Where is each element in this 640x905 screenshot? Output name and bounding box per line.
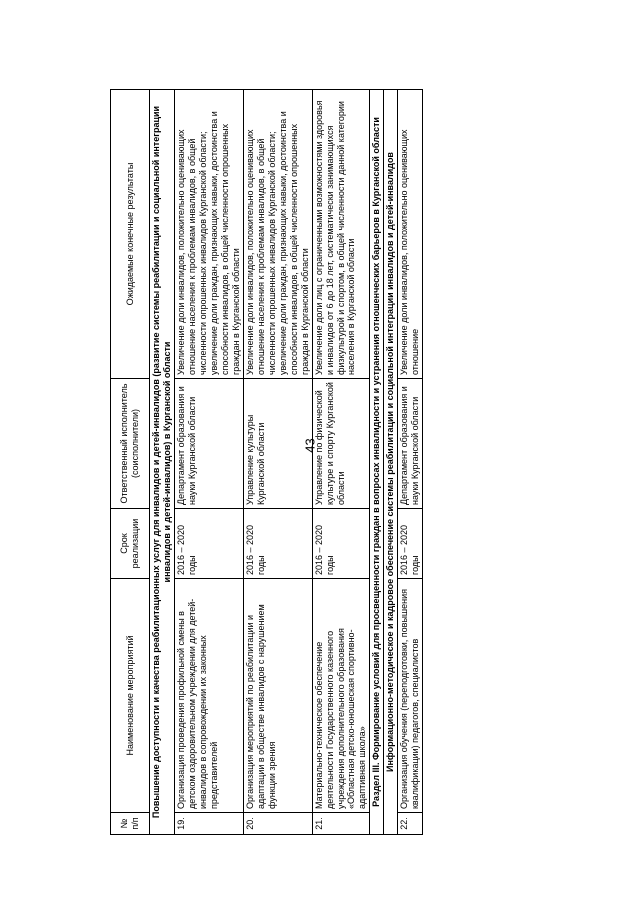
row-num: 22. bbox=[398, 813, 423, 835]
header-num: № п/п bbox=[111, 813, 150, 835]
section-title: Раздел III. Формирование условий для просвещенности граждан в вопросах инвалидности и устранения отношенческих барьеров в Курганской области bbox=[370, 90, 384, 835]
row-executor: Департамент образования и науки Курганской области bbox=[174, 379, 243, 509]
header-results: Ожидаемые конечные результаты bbox=[111, 90, 150, 379]
row-period: 2016 – 2020 годы bbox=[243, 509, 312, 579]
header-period: Срок реализации bbox=[111, 509, 150, 579]
row-period: 2016 – 2020 годы bbox=[398, 509, 423, 579]
row-results: Увеличение доли инвалидов, положительно оценивающих отношение населения к проблемам инвалидов, в общей численности опрошенных инвалидов Курганской области; увеличение доли граждан, признающих навыки, достоинства и способности инвалидов, в общей численности опрошенных граждан в Курганской области bbox=[243, 90, 312, 379]
rotated-table-container bbox=[110, 90, 608, 835]
row-executor: Департамент образования и науки Курганской области bbox=[398, 379, 423, 509]
measures-table bbox=[110, 89, 423, 835]
section-row bbox=[370, 90, 384, 835]
row-executor: Управление по физической культуре и спорту Курганской области bbox=[312, 379, 370, 509]
row-name: Материально-техническое обеспечение деятельности Государственного казенного учреждения дополнительного образования «Областная детско-юношеская спортивно-адаптивная школа» bbox=[312, 579, 370, 813]
row-name: Организация проведения профильной смены в детском оздоровительном учреждении для детей-инвалидов в сопровождении их законных представителей bbox=[174, 579, 243, 813]
row-results: Увеличение доли инвалидов, положительно оценивающих отношение bbox=[398, 90, 423, 379]
table-row bbox=[174, 90, 243, 835]
page-number: 43 bbox=[302, 438, 318, 453]
section-title: Повышение доступности и качества реабилитационных услуг для инвалидов и детей-инвалидов (развитие системы реабилитации и социальной интеграции инвалидов и детей-инвалидов) в Курганской области bbox=[150, 90, 175, 835]
row-num: 20. bbox=[243, 813, 312, 835]
row-results: Увеличение доли инвалидов, положительно оценивающих отношение населения к проблемам инвалидов, в общей численности опрошенных инвалидов Курганской области; увеличение доли граждан, признающих навыки, достоинства и способности инвалидов, в общей численности опрошенных граждан в Курганской области bbox=[174, 90, 243, 379]
header-executor: Ответственный исполнитель (соисполнители) bbox=[111, 379, 150, 509]
table-row bbox=[243, 90, 312, 835]
row-executor: Управление культуры Курганской области bbox=[243, 379, 312, 509]
table-row bbox=[398, 90, 423, 835]
row-period: 2016 – 2020 годы bbox=[312, 509, 370, 579]
subsection-title: Информационно-методическое и кадровое обеспечение системы реабилитации и социальной интеграции инвалидов и детей-инвалидов bbox=[384, 90, 398, 835]
subsection-row bbox=[384, 90, 398, 835]
row-num: 21. bbox=[312, 813, 370, 835]
section-row bbox=[150, 90, 175, 835]
row-period: 2016 – 2020 годы bbox=[174, 509, 243, 579]
table-row bbox=[312, 90, 370, 835]
header-name: Наименование мероприятий bbox=[111, 579, 150, 813]
row-num: 19. bbox=[174, 813, 243, 835]
row-name: Организация мероприятий по реабилитации и адаптации в обществе инвалидов с нарушением функции зрения bbox=[243, 579, 312, 813]
table-header-row bbox=[111, 90, 150, 835]
row-results: Увеличение доли лиц с ограниченными возможностями здоровья и инвалидов от 6 до 18 лет, систематически занимающихся физкультурой и спортом, в общей численности данной категории населения в Курганской области bbox=[312, 90, 370, 379]
row-name: Организация обучения (переподготовки, повышения квалификации) педагогов, специалистов bbox=[398, 579, 423, 813]
